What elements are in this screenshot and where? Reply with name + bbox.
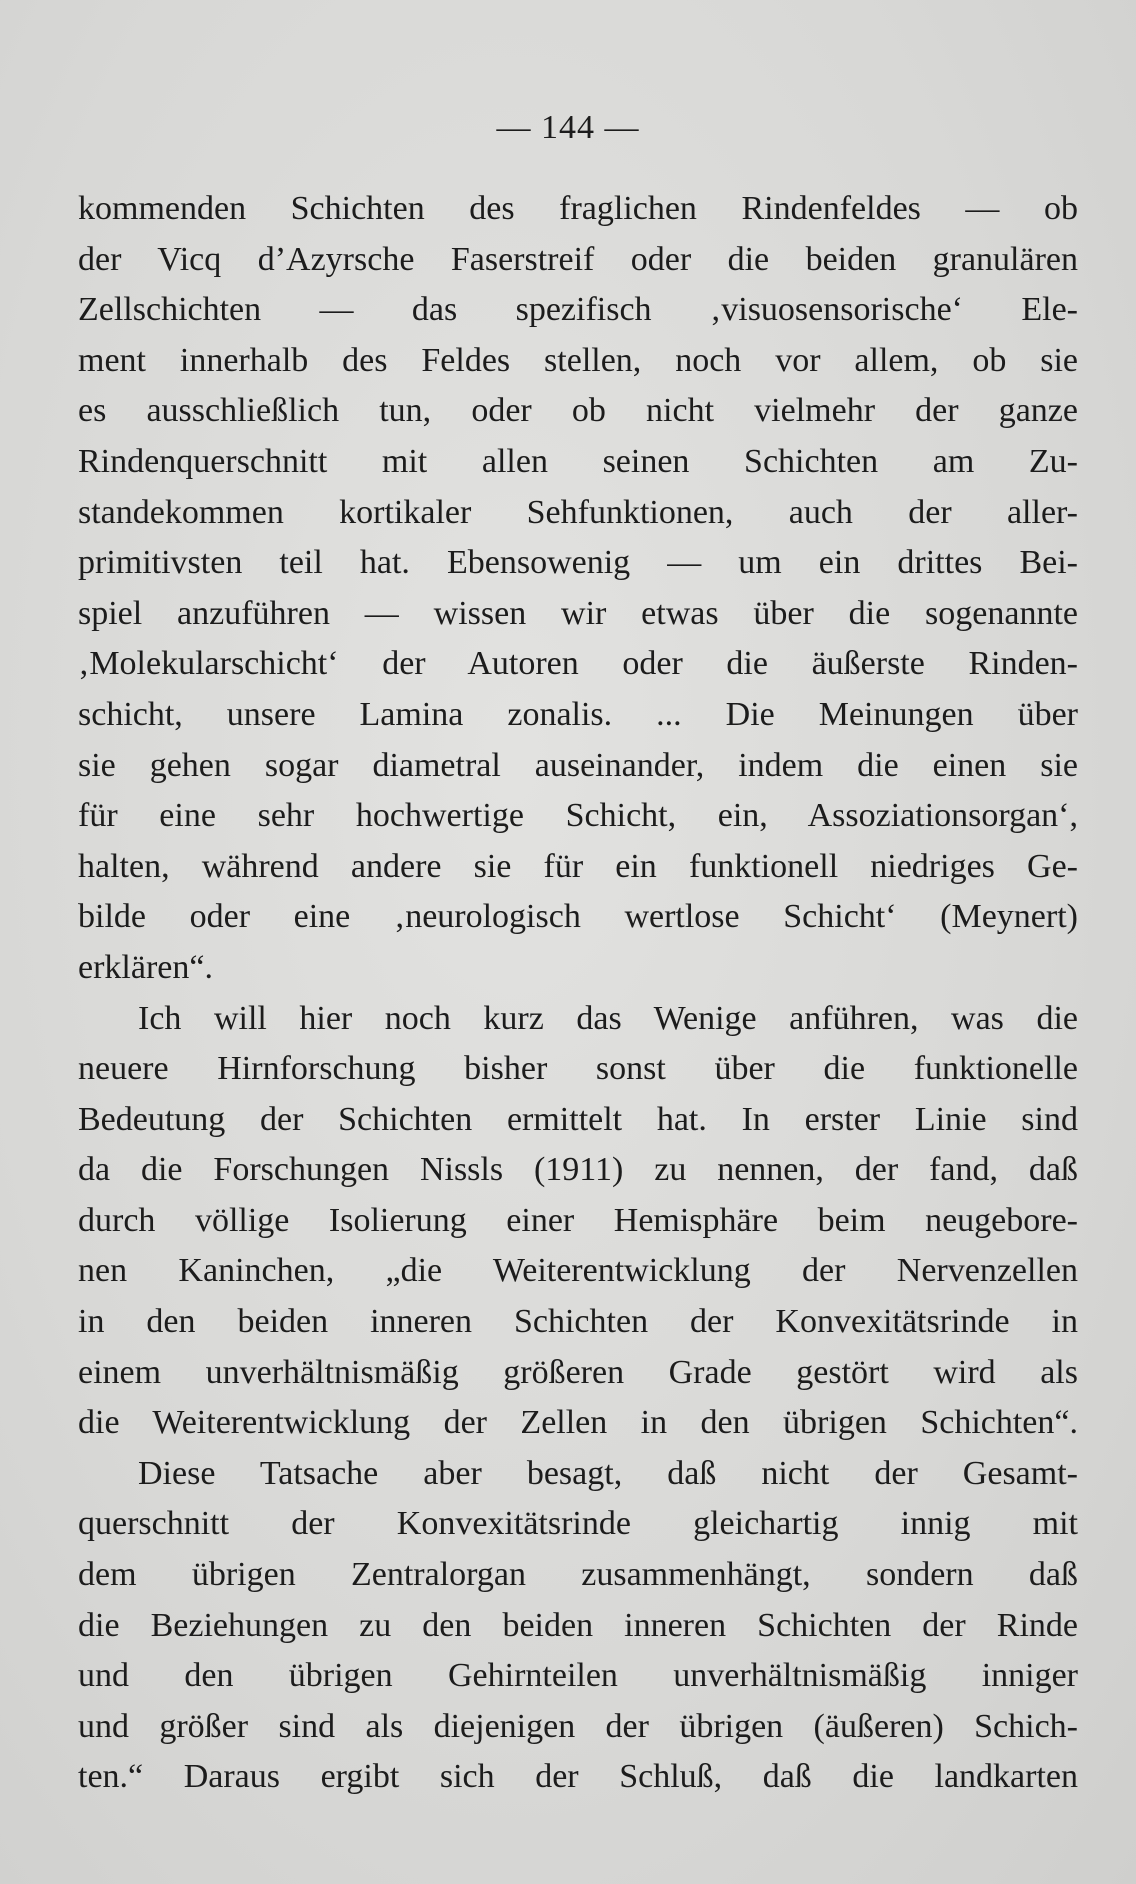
text-line: und größer sind als diejenigen der übrigen (äußeren) Schich- (78, 1707, 1078, 1745)
text-line: Rindenquerschnitt mit allen seinen Schichten am Zu- (78, 442, 1078, 480)
text-line: ment innerhalb des Feldes stellen, noch vor allem, ob sie (78, 341, 1078, 379)
text-line: und den übrigen Gehirnteilen unverhältnismäßig inniger (78, 1657, 1078, 1695)
text-line: da die Forschungen Nissls (1911) zu nennen, der fand, daß (78, 1151, 1078, 1189)
text-line: ten.“ Daraus ergibt sich der Schluß, daß die landkarten (78, 1758, 1078, 1796)
text-line: es ausschließlich tun, oder ob nicht vielmehr der ganze (78, 392, 1078, 430)
text-line: die Weiterentwicklung der Zellen in den übrigen Schichten“. (78, 1404, 1078, 1442)
text-line: dem übrigen Zentralorgan zusammenhängt, sondern daß (78, 1556, 1078, 1594)
text-line: Zellschichten — das spezifisch ‚visuosensorische‘ Ele- (78, 291, 1078, 329)
text-line: die Beziehungen zu den beiden inneren Schichten der Rinde (78, 1606, 1078, 1644)
text-line: sie gehen sogar diametral auseinander, indem die einen sie (78, 746, 1078, 784)
text-line: einem unverhältnismäßig größeren Grade gestört wird als (78, 1353, 1078, 1391)
text-line: halten, während andere sie für ein funktionell niedriges Ge- (78, 847, 1078, 885)
text-line: kommenden Schichten des fraglichen Rindenfeldes — ob (78, 190, 1078, 227)
text-line: für eine sehr hochwertige Schicht, ein, Assoziationsorgan‘, (78, 797, 1078, 835)
text-line: in den beiden inneren Schichten der Konvexitätsrinde in (78, 1303, 1078, 1341)
text-line: nen Kaninchen, „die Weiterentwicklung der Nervenzellen (78, 1252, 1078, 1290)
text-line: primitivsten teil hat. Ebensowenig — um ein drittes Bei- (78, 544, 1078, 582)
text-line: durch völlige Isolierung einer Hemisphäre beim neugebore- (78, 1201, 1078, 1239)
text-line: ‚Molekularschicht‘ der Autoren oder die äußerste Rinden- (78, 645, 1078, 683)
text-line: Bedeutung der Schichten ermittelt hat. In erster Linie sind (78, 1100, 1078, 1138)
text-line: Ich will hier noch kurz das Wenige anführen, was die (138, 999, 1078, 1037)
text-line: querschnitt der Konvexitätsrinde gleichartig innig mit (78, 1505, 1078, 1543)
text-line: neuere Hirnforschung bisher sonst über die funktionelle (78, 1050, 1078, 1088)
body-text (78, 184, 1078, 1803)
page-number: — 144 — (496, 109, 640, 146)
text-line: spiel anzuführen — wissen wir etwas über die sogenannte (78, 594, 1078, 632)
text-line: schicht, unsere Lamina zonalis. ... Die Meinungen über (78, 695, 1078, 733)
text-line: Diese Tatsache aber besagt, daß nicht der Gesamt- (138, 1454, 1078, 1492)
text-line: erklären“. (78, 948, 213, 986)
text-line: standekommen kortikaler Sehfunktionen, auch der aller- (78, 493, 1078, 531)
text-line: der Vicq d’Azyrsche Faserstreif oder die beiden granulären (78, 240, 1078, 278)
text-line: bilde oder eine ‚neurologisch wertlose Schicht‘ (Meynert) (78, 898, 1078, 936)
